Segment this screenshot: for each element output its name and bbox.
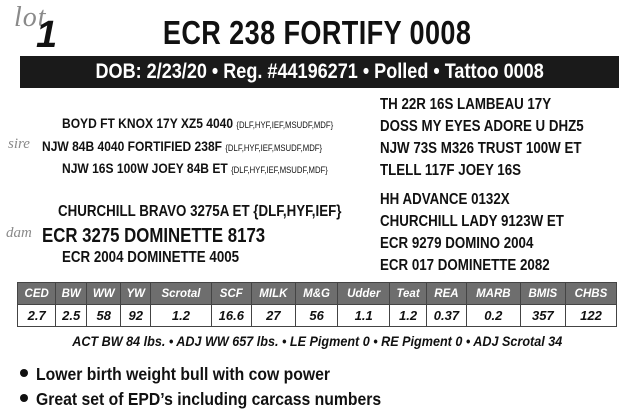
sire-grandsire-line-2: DOSS MY EYES ADORE U DHZ5 <box>380 118 584 135</box>
epd-header: YW <box>121 283 151 305</box>
sire-of-dam: CHURCHILL BRAVO 3275A ET {DLF,HYF,IEF} <box>58 203 342 220</box>
dam-of-sire-name: NJW 16S 100W JOEY 84B ET <box>62 160 228 176</box>
epd-header: Scrotal <box>151 283 212 305</box>
epd-value: 1.2 <box>390 305 427 327</box>
sire-of-sire <box>62 115 377 131</box>
epd-value: 122 <box>565 305 616 327</box>
bullet-point: Great set of EPD’s including carcass numbers <box>20 389 420 410</box>
epd-header: CHBS <box>565 283 616 305</box>
sire <box>42 138 368 154</box>
epd-header-row <box>18 283 617 305</box>
epd-table <box>17 282 617 327</box>
actual-measurements-text: ACT BW 84 lbs. • ADJ WW 657 lbs. • LE Pigment 0 • RE Pigment 0 • ADJ Scrotal 34 <box>71 333 563 349</box>
sire-label: sire <box>8 136 30 152</box>
epd-value: 357 <box>520 305 565 327</box>
dam-grandsire-line-4: ECR 017 DOMINETTE 2082 <box>380 257 550 274</box>
epd-header: CED <box>18 283 56 305</box>
info-bar <box>20 56 619 88</box>
sire-grandsire-line-1: TH 22R 16S LAMBEAU 17Y <box>380 96 552 113</box>
sire-name: NJW 84B 4040 FORTIFIED 238F <box>42 138 222 154</box>
dam-grandsire-line-3: ECR 9279 DOMINO 2004 <box>380 235 534 252</box>
bullet-dot-icon <box>20 394 28 402</box>
epd-header: BW <box>56 283 87 305</box>
epd-value: 56 <box>295 305 337 327</box>
dam-grandsire-line-1: HH ADVANCE 0132X <box>380 191 510 208</box>
epd-header: MARB <box>466 283 520 305</box>
epd-header: MILK <box>251 283 295 305</box>
epd-value: 1.2 <box>151 305 212 327</box>
epd-value: 58 <box>86 305 120 327</box>
epd-value: 0.2 <box>466 305 520 327</box>
sire-notes: {DLF,HYF,IEF,MSUDF,MDF} <box>225 143 323 153</box>
epd-value-row <box>18 305 617 327</box>
lot-number: 1 <box>36 14 58 56</box>
epd-header: Teat <box>390 283 427 305</box>
epd-header: SCF <box>211 283 251 305</box>
epd-header: BMIS <box>520 283 565 305</box>
animal-title-text: ECR 238 FORTIFY 0008 <box>162 14 472 51</box>
bullet-dot-icon <box>20 369 28 377</box>
sire-of-sire-notes: {DLF,HYF,IEF,MSUDF,MDF} <box>236 120 334 130</box>
epd-value: 2.5 <box>56 305 87 327</box>
actual-measurements <box>0 333 634 349</box>
sire-of-sire-name: BOYD FT KNOX 17Y XZ5 4040 <box>62 115 234 131</box>
sire-grandsire-line-4: TLELL 117F JOEY 16S <box>380 162 522 179</box>
info-bar-text: DOB: 2/23/20 • Reg. #44196271 • Polled • Tattoo 0008 <box>95 60 544 83</box>
dam-label: dam <box>6 225 32 241</box>
epd-header: WW <box>86 283 120 305</box>
bullet-point: Lower birth weight bull with cow power <box>20 364 363 385</box>
epd-value: 27 <box>251 305 295 327</box>
lot-label: lot <box>14 2 47 33</box>
epd-value: 2.7 <box>18 305 56 327</box>
epd-header: REA <box>426 283 466 305</box>
epd-value: 1.1 <box>338 305 390 327</box>
sire-grandsire-line-3: NJW 73S M326 TRUST 100W ET <box>380 140 582 157</box>
epd-value: 16.6 <box>211 305 251 327</box>
animal-title <box>0 14 634 52</box>
epd-header: Udder <box>338 283 390 305</box>
epd-header: M&G <box>295 283 337 305</box>
dam-of-sire-notes: {DLF,HYF,IEF,MSUDF,MDF} <box>231 165 328 175</box>
dam-of-sire <box>62 160 371 176</box>
epd-value: 0.37 <box>426 305 466 327</box>
dam-of-dam: ECR 2004 DOMINETTE 4005 <box>62 249 240 266</box>
dam: ECR 3275 DOMINETTE 8173 <box>42 225 266 247</box>
dam-grandsire-line-2: CHURCHILL LADY 9123W ET <box>380 213 564 230</box>
epd-value: 92 <box>121 305 151 327</box>
